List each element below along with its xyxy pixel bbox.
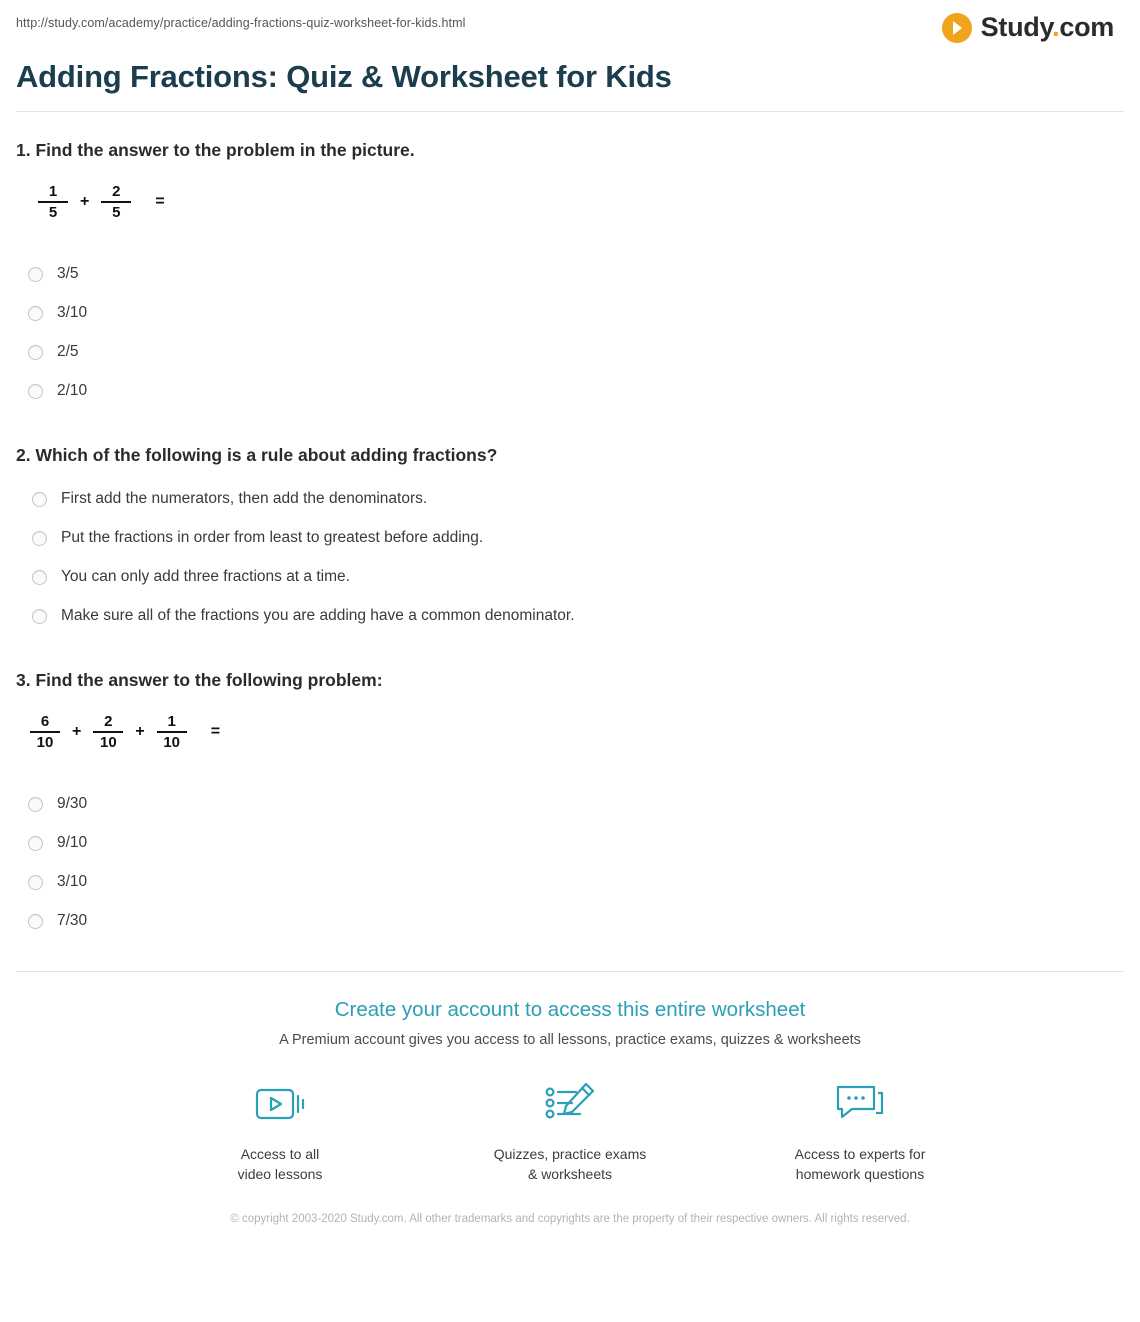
option-row[interactable]: [16, 372, 1124, 411]
logo-brand: Study: [980, 12, 1053, 42]
fraction-numerator: 2: [112, 182, 121, 200]
fraction-numerator: 1: [167, 712, 176, 730]
page-url: http://study.com/academy/practice/adding-fractions-quiz-worksheet-for-kids.html: [16, 16, 466, 30]
radio-button-icon[interactable]: [28, 875, 43, 890]
fraction-denominator: 10: [36, 734, 54, 751]
feature-quizzes: [480, 1078, 660, 1185]
fraction-1: [38, 183, 68, 222]
logo-text: [981, 12, 1114, 43]
radio-button-icon[interactable]: [28, 797, 43, 812]
option-label: 9/30: [57, 795, 88, 812]
question-3-options: [16, 785, 1124, 941]
logo-dot: .: [1052, 12, 1060, 42]
option-label: 2/5: [57, 343, 79, 360]
option-label: 7/30: [57, 912, 88, 929]
question-2: [16, 445, 1124, 636]
fraction-denominator: 10: [163, 734, 181, 751]
option-row[interactable]: [16, 863, 1124, 902]
video-player-icon: [254, 1078, 306, 1130]
radio-button-icon[interactable]: [32, 609, 47, 624]
question-3: [16, 670, 1124, 941]
option-row[interactable]: [16, 558, 1124, 597]
fraction-denominator: 5: [112, 204, 121, 221]
fraction-numerator: 6: [40, 712, 50, 730]
option-row[interactable]: [16, 255, 1124, 294]
title-divider: [16, 111, 1124, 112]
question-1: [16, 140, 1124, 411]
site-logo[interactable]: [942, 12, 1124, 43]
fraction-numerator: 1: [48, 182, 58, 200]
option-label: 2/10: [57, 382, 88, 399]
promo-headline[interactable]: Create your account to access this entire worksheet: [334, 998, 806, 1021]
copyright-notice: © copyright 2003-2020 Study.com. All other trademarks and copyrights are the property of their respective owners. All rights reserved.: [230, 1212, 910, 1225]
radio-button-icon[interactable]: [28, 914, 43, 929]
option-label: 3/10: [57, 304, 88, 321]
radio-button-icon[interactable]: [28, 267, 43, 282]
feature-line-2: video lessons: [237, 1166, 323, 1183]
question-1-prompt: 1. Find the answer to the problem in the picture.: [16, 140, 415, 160]
radio-button-icon[interactable]: [28, 384, 43, 399]
option-row[interactable]: [16, 902, 1124, 941]
promo-features: [16, 1078, 1124, 1185]
browser-header: [16, 0, 1124, 49]
option-label: 3/10: [57, 873, 88, 890]
chat-bubbles-icon: [832, 1078, 888, 1130]
equals-operator: =: [155, 193, 165, 210]
option-row[interactable]: [16, 597, 1124, 636]
question-2-options: [16, 480, 1124, 636]
option-row[interactable]: [16, 785, 1124, 824]
option-label: Make sure all of the fractions you are adding have a common denominator.: [61, 607, 575, 624]
quiz-checklist-icon: [542, 1078, 598, 1130]
premium-promo: [16, 972, 1124, 1228]
feature-video-lessons: [190, 1078, 370, 1185]
question-3-expression: [30, 705, 1124, 759]
feature-experts: [770, 1078, 950, 1185]
fraction-denominator: 5: [48, 204, 58, 221]
option-label: First add the numerators, then add the denominators.: [61, 490, 428, 507]
promo-subhead: A Premium account gives you access to all lessons, practice exams, quizzes & worksheets: [279, 1032, 861, 1048]
feature-line-1: Access to experts for: [794, 1146, 926, 1162]
option-row[interactable]: [16, 333, 1124, 372]
play-circle-icon: [942, 13, 972, 43]
feature-label: [494, 1144, 647, 1185]
fraction-3: [157, 713, 187, 752]
fraction-numerator: 2: [104, 712, 113, 730]
option-row[interactable]: [16, 519, 1124, 558]
option-row[interactable]: [16, 294, 1124, 333]
plus-operator: +: [135, 723, 145, 740]
radio-button-icon[interactable]: [32, 492, 47, 507]
plus-operator: +: [72, 723, 82, 740]
plus-operator: +: [80, 193, 90, 210]
equals-operator: =: [210, 723, 221, 740]
fraction-2: [101, 183, 131, 222]
option-row[interactable]: [16, 480, 1124, 519]
question-1-expression: [38, 175, 1124, 229]
option-label: You can only add three fractions at a time.: [61, 568, 350, 585]
radio-button-icon[interactable]: [28, 306, 43, 321]
radio-button-icon[interactable]: [32, 570, 47, 585]
feature-label: [795, 1144, 926, 1185]
feature-line-1: Access to all: [240, 1146, 320, 1162]
option-label: 9/10: [57, 834, 88, 851]
feature-label: [238, 1144, 323, 1185]
page-title: Adding Fractions: Quiz & Worksheet for Kids: [16, 59, 672, 94]
fraction-1: [30, 713, 60, 752]
feature-line-2: homework questions: [795, 1166, 925, 1183]
option-row[interactable]: [16, 824, 1124, 863]
option-label: 3/5: [57, 265, 79, 282]
fraction-2: [93, 713, 123, 752]
feature-line-1: Quizzes, practice exams: [493, 1146, 647, 1162]
radio-button-icon[interactable]: [28, 836, 43, 851]
logo-tld: com: [1059, 12, 1114, 42]
question-2-prompt: 2. Which of the following is a rule about adding fractions?: [16, 445, 498, 465]
option-label: Put the fractions in order from least to greatest before adding.: [61, 529, 484, 546]
fraction-denominator: 10: [100, 734, 117, 751]
radio-button-icon[interactable]: [32, 531, 47, 546]
radio-button-icon[interactable]: [28, 345, 43, 360]
feature-line-2: & worksheets: [527, 1166, 613, 1183]
question-1-options: [16, 255, 1124, 411]
question-3-prompt: 3. Find the answer to the following problem:: [16, 670, 383, 690]
